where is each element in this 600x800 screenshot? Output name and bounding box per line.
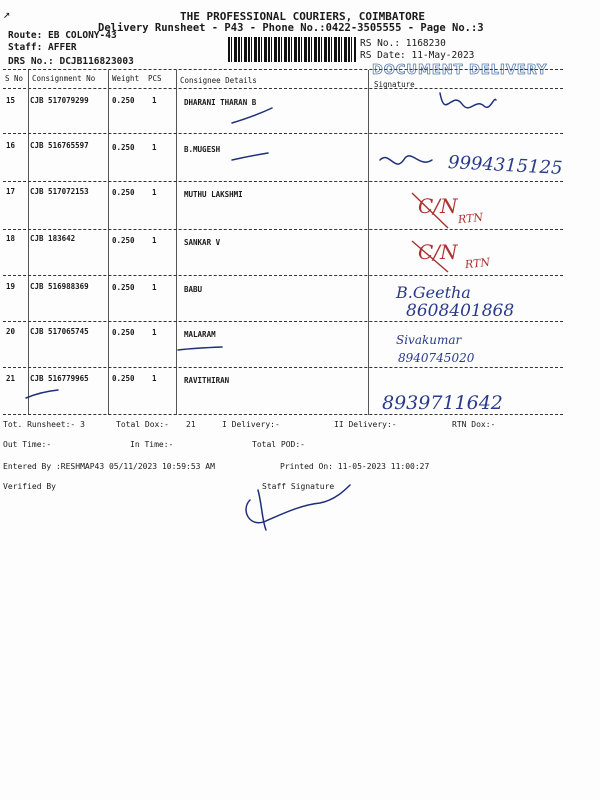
col-pcs: PCS — [148, 74, 162, 83]
row-sno: 15 — [6, 96, 16, 105]
printed-on: Printed On: 11-05-2023 11:00:27 — [280, 462, 430, 471]
verified-by: Verified By — [3, 482, 56, 491]
hw-rtn-row18: RTN — [464, 255, 491, 272]
row-consignment: CJB 517065745 — [30, 327, 89, 336]
corner-mark: ↗ — [3, 7, 11, 21]
rtn-dox: RTN Dox:- — [452, 420, 496, 429]
row-consignment: CJB 516779965 — [30, 374, 89, 383]
col-consignee: Consignee Details — [180, 76, 257, 85]
row-consignee: B.MUGESH — [184, 145, 221, 154]
staff: Staff: AFFER — [8, 42, 77, 53]
row-sno: 16 — [6, 141, 16, 150]
row-pcs: 1 — [152, 328, 157, 337]
entered-by: Entered By :RESHMAP43 05/11/2023 10:59:53 AM — [3, 462, 215, 471]
total-dox-label: Total Dox:- — [116, 420, 169, 429]
row-consignee: DHARANI THARAN B — [184, 98, 257, 107]
hw-phone-row19: 8608401868 — [406, 301, 515, 321]
staff-signature-label: Staff Signature — [262, 482, 335, 491]
row-consignment: CJB 516988369 — [30, 282, 89, 291]
row-pcs: 1 — [152, 188, 157, 197]
company-title: THE PROFESSIONAL COURIERS, COIMBATORE — [180, 10, 426, 23]
hw-phone-row20: 8940745020 — [398, 351, 475, 365]
total-dox-value: 21 — [186, 420, 196, 429]
row-pcs: 1 — [152, 374, 157, 383]
staff-signature-scribble — [258, 490, 266, 530]
col-signature: Signature — [374, 80, 415, 89]
hw-phone-row21: 8939711642 — [382, 392, 503, 414]
out-time: Out Time:- — [3, 440, 52, 449]
row-consignment: CJB 517079299 — [30, 96, 89, 105]
row-weight: 0.250 — [112, 188, 135, 197]
row-weight: 0.250 — [112, 374, 135, 383]
hw-name-row20: Sivakumar — [396, 333, 462, 347]
row-pcs: 1 — [152, 96, 157, 105]
hw-name-row19: B.Geetha — [396, 283, 471, 302]
col-weight: Weight — [112, 74, 140, 83]
row-consignee: RAVITHIRAN — [184, 376, 230, 385]
signature-scribble — [440, 93, 496, 108]
consignee-mark — [26, 390, 58, 398]
row-consignment: CJB 517072153 — [30, 187, 89, 196]
runsheet-line: Delivery Runsheet - P43 - Phone No.:0422-3505555 - Page No.:3 — [98, 22, 484, 34]
hw-rtn-row17: RTN — [457, 210, 484, 227]
document-delivery-stamp: DOCUMENT DELIVERY — [372, 63, 548, 78]
row-consignee: BABU — [184, 285, 203, 294]
row-sno: 21 — [6, 374, 16, 383]
i-delivery: I Delivery:- — [222, 420, 280, 429]
row-sno: 18 — [6, 234, 16, 243]
row-weight: 0.250 — [112, 328, 135, 337]
tot-runsheet: Tot. Runsheet:- 3 — [3, 420, 85, 429]
hw-cn-row18: C/N — [418, 240, 458, 264]
rs-date: RS Date: 11-May-2023 — [360, 50, 475, 61]
row-weight: 0.250 — [112, 236, 135, 245]
row-consignee: SANKAR V — [184, 238, 221, 247]
row-consignee: MUTHU LAKSHMI — [184, 190, 243, 199]
signature-scribble — [380, 156, 432, 164]
consignee-mark — [232, 108, 272, 123]
row-weight: 0.250 — [112, 96, 135, 105]
drs-number: DRS No.: DCJB116823003 — [8, 56, 134, 67]
row-weight: 0.250 — [112, 143, 135, 152]
row-consignee: MALARAM — [184, 330, 216, 339]
ii-delivery: II Delivery:- — [334, 420, 397, 429]
in-time: In Time:- — [130, 440, 174, 449]
rs-number: RS No.: 1168230 — [360, 38, 446, 49]
row-sno: 20 — [6, 327, 16, 336]
col-consignment: Consignment No — [32, 74, 96, 83]
hw-cn-row17: C/N — [418, 194, 458, 218]
col-sno: S No — [5, 74, 24, 83]
row-weight: 0.250 — [112, 283, 135, 292]
consignee-mark — [232, 153, 268, 160]
row-consignment: CJB 183642 — [30, 234, 76, 243]
row-pcs: 1 — [152, 283, 157, 292]
row-sno: 17 — [6, 187, 16, 196]
consignee-mark — [178, 347, 222, 350]
hw-phone-row16: 9994315125 — [447, 152, 564, 179]
route: Route: EB COLONY-43 — [8, 30, 117, 41]
row-sno: 19 — [6, 282, 16, 291]
row-pcs: 1 — [152, 236, 157, 245]
row-consignment: CJB 516765597 — [30, 141, 89, 150]
row-pcs: 1 — [152, 143, 157, 152]
total-pod: Total POD:- — [252, 440, 305, 449]
